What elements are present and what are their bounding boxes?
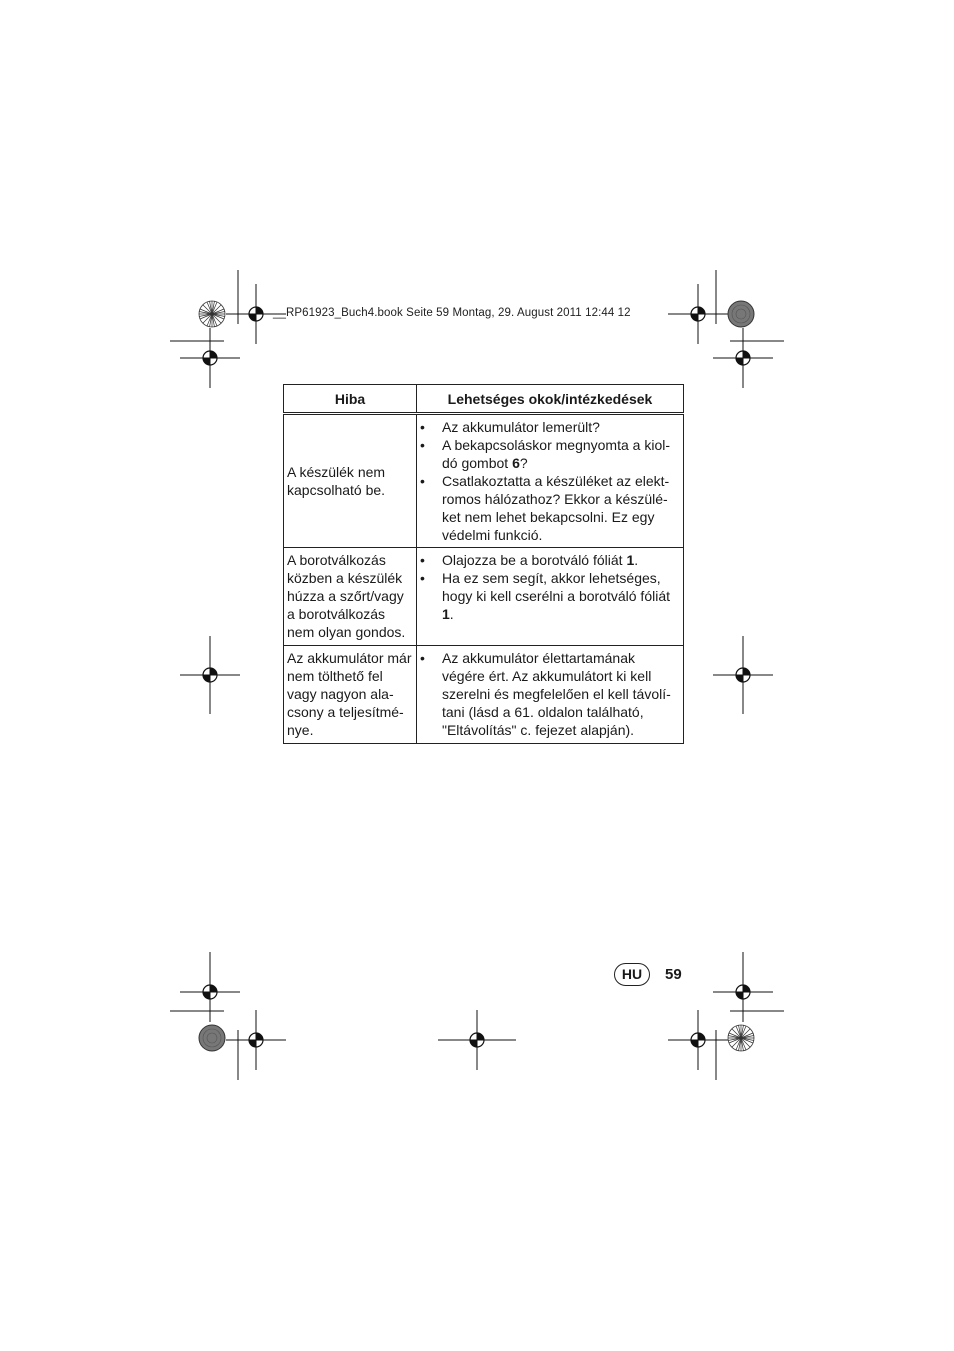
star-target-mark (199, 301, 225, 327)
cause-list (417, 548, 683, 626)
table-header-row (284, 385, 684, 414)
fault-cell (284, 548, 417, 646)
cause-item: • Az akkumulátor lemerült? (417, 418, 679, 436)
cause-list (417, 646, 683, 742)
fault-cell (284, 646, 417, 744)
cause-list (417, 415, 683, 547)
cause-item: • Csatlakoztatta a készüléket az elekt-romos hálózathoz? Ekkor a készülé-ket nem lehet bekapcsolni. Ez egy védelmi funkció. (417, 472, 679, 544)
fault-text: A borotválkozás közben a készülék húzza a szőrt/vagy a borotválkozás nem olyan gondos. (287, 552, 406, 640)
part-number: 1 (626, 552, 635, 568)
dot-disc-mark (728, 301, 754, 327)
language-badge: HU (614, 963, 650, 986)
part-number: 1 (442, 606, 450, 622)
cause-item: • A bekapcsoláskor megnyomta a kiol-dó gombot 6? (417, 436, 679, 472)
page-number: 59 (665, 966, 682, 983)
star-target-mark (728, 1025, 754, 1051)
fault-cell (284, 414, 417, 548)
troubleshooting-table (283, 384, 684, 744)
cause-item: • Olajozza be a borotváló fóliát 1. (417, 551, 679, 569)
print-header: __RP61923_Buch4.book Seite 59 Montag, 29. August 2011 12:44 12 (273, 307, 631, 319)
dot-disc-mark (199, 1025, 225, 1051)
causes-cell (417, 646, 684, 744)
table-row (284, 548, 684, 646)
table-row (284, 646, 684, 744)
cause-item: • Az akkumulátor élettartamának végére ért. Az akkumulátort ki kell szerelni és megfelelően el kell távolí-tani (lásd a 61. oldalon található, "Eltávolítás" c. fejezet alapján). (417, 649, 679, 739)
fault-text: Az akkumulátor már nem tölthető fel vagy nagyon ala-csony a teljesítmé-nye. (287, 650, 412, 738)
crosshair-mark (668, 1010, 728, 1070)
crosshair-mark (713, 328, 773, 388)
table-row (284, 414, 684, 548)
part-number: 6 (512, 455, 520, 471)
header-causes: Lehetséges okok/intézkedések (417, 385, 684, 414)
causes-cell (417, 548, 684, 646)
fault-text: A készülék nem kapcsolható be. (287, 463, 386, 498)
cause-item: • Ha ez sem segít, akkor lehetséges, hogy ki kell cserélni a borotváló fóliát 1. (417, 569, 679, 623)
crosshair-mark (226, 1010, 286, 1070)
causes-cell (417, 414, 684, 548)
crosshair-mark (180, 328, 240, 388)
header-fault: Hiba (284, 385, 417, 414)
crosshair-mark (668, 284, 728, 344)
